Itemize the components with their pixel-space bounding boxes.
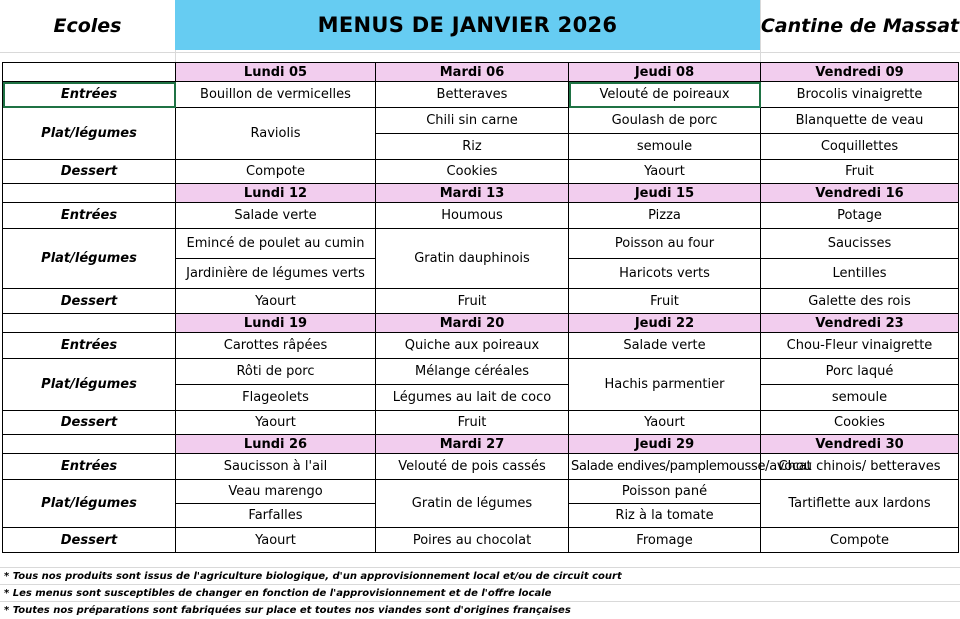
- day-header[interactable]: Lundi 12: [176, 184, 376, 203]
- day-header-row: [3, 435, 959, 454]
- row-label-entrees[interactable]: Entrées: [3, 333, 176, 359]
- plat-cell[interactable]: Rôti de porc: [176, 359, 376, 385]
- day-header-row: [3, 63, 959, 82]
- plat-row: [3, 229, 959, 259]
- corner-cell[interactable]: [3, 184, 176, 203]
- canteen-label[interactable]: Cantine de Massat: [760, 15, 960, 37]
- day-header[interactable]: Mardi 20: [376, 314, 569, 333]
- schools-label[interactable]: Ecoles: [53, 15, 122, 37]
- plat-row: [3, 480, 959, 504]
- day-header[interactable]: Lundi 26: [176, 435, 376, 454]
- row-label-plat[interactable]: Plat/légumes: [3, 108, 176, 160]
- entree-cell[interactable]: Brocolis vinaigrette: [761, 82, 959, 108]
- day-header[interactable]: Lundi 19: [176, 314, 376, 333]
- plat-cell[interactable]: Mélange céréales: [376, 359, 569, 385]
- plat-cell[interactable]: Tartiflette aux lardons: [761, 480, 959, 528]
- day-header[interactable]: Lundi 05: [176, 63, 376, 82]
- footnote[interactable]: * Toutes nos préparations sont fabriquées sur place et toutes nos viandes sont d'origines françaises: [4, 605, 571, 616]
- plat-cell[interactable]: Porc laqué: [761, 359, 959, 385]
- entrees-row: [3, 82, 959, 108]
- dessert-cell[interactable]: Cookies: [376, 160, 569, 184]
- day-header[interactable]: Mardi 27: [376, 435, 569, 454]
- plat-cell[interactable]: Poisson pané: [569, 480, 761, 504]
- dessert-cell[interactable]: Yaourt: [176, 528, 376, 553]
- row-label-entrees[interactable]: Entrées: [3, 454, 176, 480]
- day-header-row: [3, 314, 959, 333]
- plat-cell[interactable]: Raviolis: [176, 108, 376, 160]
- day-header[interactable]: Jeudi 22: [569, 314, 761, 333]
- dessert-row: [3, 160, 959, 184]
- dessert-cell[interactable]: Fruit: [761, 160, 959, 184]
- entree-cell[interactable]: Pizza: [569, 203, 761, 229]
- day-header[interactable]: Mardi 06: [376, 63, 569, 82]
- row-label-plat[interactable]: Plat/légumes: [3, 359, 176, 411]
- corner-cell[interactable]: [3, 435, 176, 454]
- corner-cell[interactable]: [3, 314, 176, 333]
- plat-cell[interactable]: Goulash de porc: [569, 108, 761, 134]
- entree-cell[interactable]: Salade verte: [176, 203, 376, 229]
- day-header[interactable]: Vendredi 30: [761, 435, 959, 454]
- day-header[interactable]: Vendredi 23: [761, 314, 959, 333]
- dessert-cell[interactable]: Yaourt: [569, 160, 761, 184]
- row-label-entrees[interactable]: Entrées: [3, 203, 176, 229]
- plat-cell[interactable]: Poisson au four: [569, 229, 761, 259]
- dessert-cell[interactable]: Fruit: [376, 289, 569, 314]
- entree-cell[interactable]: Carottes râpées: [176, 333, 376, 359]
- side-cell[interactable]: Légumes au lait de coco: [376, 385, 569, 411]
- plat-cell[interactable]: Gratin de légumes: [376, 480, 569, 528]
- plat-cell[interactable]: Blanquette de veau: [761, 108, 959, 134]
- entree-cell[interactable]: Salade endives/pamplemousse/avocat: [569, 454, 761, 480]
- dessert-cell[interactable]: Yaourt: [569, 411, 761, 435]
- side-cell[interactable]: Haricots verts: [569, 259, 761, 289]
- dessert-row: [3, 528, 959, 553]
- entrees-row: [3, 454, 959, 480]
- entree-cell[interactable]: Saucisson à l'ail: [176, 454, 376, 480]
- side-cell[interactable]: semoule: [761, 385, 959, 411]
- entree-cell[interactable]: Velouté de pois cassés: [376, 454, 569, 480]
- plat-cell[interactable]: Hachis parmentier: [569, 359, 761, 411]
- entrees-row: [3, 203, 959, 229]
- day-header[interactable]: Jeudi 08: [569, 63, 761, 82]
- side-cell[interactable]: semoule: [569, 134, 761, 160]
- dessert-cell[interactable]: Yaourt: [176, 411, 376, 435]
- side-cell[interactable]: Riz à la tomate: [569, 504, 761, 528]
- dessert-cell[interactable]: Compote: [761, 528, 959, 553]
- side-cell[interactable]: Jardinière de légumes verts: [176, 259, 376, 289]
- dessert-row: [3, 411, 959, 435]
- day-header[interactable]: Jeudi 15: [569, 184, 761, 203]
- dessert-cell[interactable]: Cookies: [761, 411, 959, 435]
- plat-cell[interactable]: Gratin dauphinois: [376, 229, 569, 289]
- dessert-cell[interactable]: Yaourt: [176, 289, 376, 314]
- day-header[interactable]: Mardi 13: [376, 184, 569, 203]
- entree-cell[interactable]: Potage: [761, 203, 959, 229]
- row-label-dessert[interactable]: Dessert: [3, 160, 176, 184]
- day-header[interactable]: Jeudi 29: [569, 435, 761, 454]
- row-label-plat[interactable]: Plat/légumes: [3, 480, 176, 528]
- footnotes: [4, 568, 956, 619]
- entree-cell[interactable]: Betteraves: [376, 82, 569, 108]
- row-label-plat[interactable]: Plat/légumes: [3, 229, 176, 289]
- entree-cell[interactable]: Houmous: [376, 203, 569, 229]
- dessert-cell[interactable]: Fromage: [569, 528, 761, 553]
- side-cell[interactable]: Farfalles: [176, 504, 376, 528]
- dessert-cell[interactable]: Galette des rois: [761, 289, 959, 314]
- dessert-cell[interactable]: Poires au chocolat: [376, 528, 569, 553]
- row-label-dessert[interactable]: Dessert: [3, 289, 176, 314]
- entrees-row: [3, 333, 959, 359]
- plat-cell[interactable]: Veau marengo: [176, 480, 376, 504]
- entree-cell[interactable]: Quiche aux poireaux: [376, 333, 569, 359]
- day-header[interactable]: Vendredi 09: [761, 63, 959, 82]
- day-header[interactable]: Vendredi 16: [761, 184, 959, 203]
- plat-row: [3, 359, 959, 385]
- side-cell[interactable]: Flageolets: [176, 385, 376, 411]
- dessert-cell[interactable]: Fruit: [569, 289, 761, 314]
- day-header-row: [3, 184, 959, 203]
- footnote[interactable]: * Tous nos produits sont issus de l'agriculture biologique, d'un approvisionnement local et/ou de circuit court: [4, 571, 622, 582]
- row-label-dessert[interactable]: Dessert: [3, 528, 176, 553]
- side-cell[interactable]: Lentilles: [761, 259, 959, 289]
- dessert-cell[interactable]: Fruit: [376, 411, 569, 435]
- plat-cell[interactable]: Saucisses: [761, 229, 959, 259]
- dessert-row: [3, 289, 959, 314]
- gridline: [0, 52, 960, 53]
- side-cell[interactable]: Coquillettes: [761, 134, 959, 160]
- entree-cell[interactable]: Chou chinois/ betteraves: [761, 454, 959, 480]
- plat-row: [3, 108, 959, 134]
- row-label-dessert[interactable]: Dessert: [3, 411, 176, 435]
- entree-cell[interactable]: Chou-Fleur vinaigrette: [761, 333, 959, 359]
- plat-cell[interactable]: Chili sin carne: [376, 108, 569, 134]
- entree-cell[interactable]: Bouillon de vermicelles: [176, 82, 376, 108]
- dessert-cell[interactable]: Compote: [176, 160, 376, 184]
- side-cell[interactable]: Riz: [376, 134, 569, 160]
- row-label-entrees[interactable]: Entrées: [3, 82, 176, 108]
- entree-cell[interactable]: Velouté de poireaux: [569, 82, 761, 108]
- page-title[interactable]: MENUS DE JANVIER 2026: [175, 0, 760, 50]
- corner-cell[interactable]: [3, 63, 176, 82]
- menu-table: [2, 62, 959, 553]
- plat-cell[interactable]: Emincé de poulet au cumin: [176, 229, 376, 259]
- entree-cell[interactable]: Salade verte: [569, 333, 761, 359]
- footnote[interactable]: * Les menus sont susceptibles de changer en fonction de l'approvisionnement et de l'offre locale: [4, 588, 552, 599]
